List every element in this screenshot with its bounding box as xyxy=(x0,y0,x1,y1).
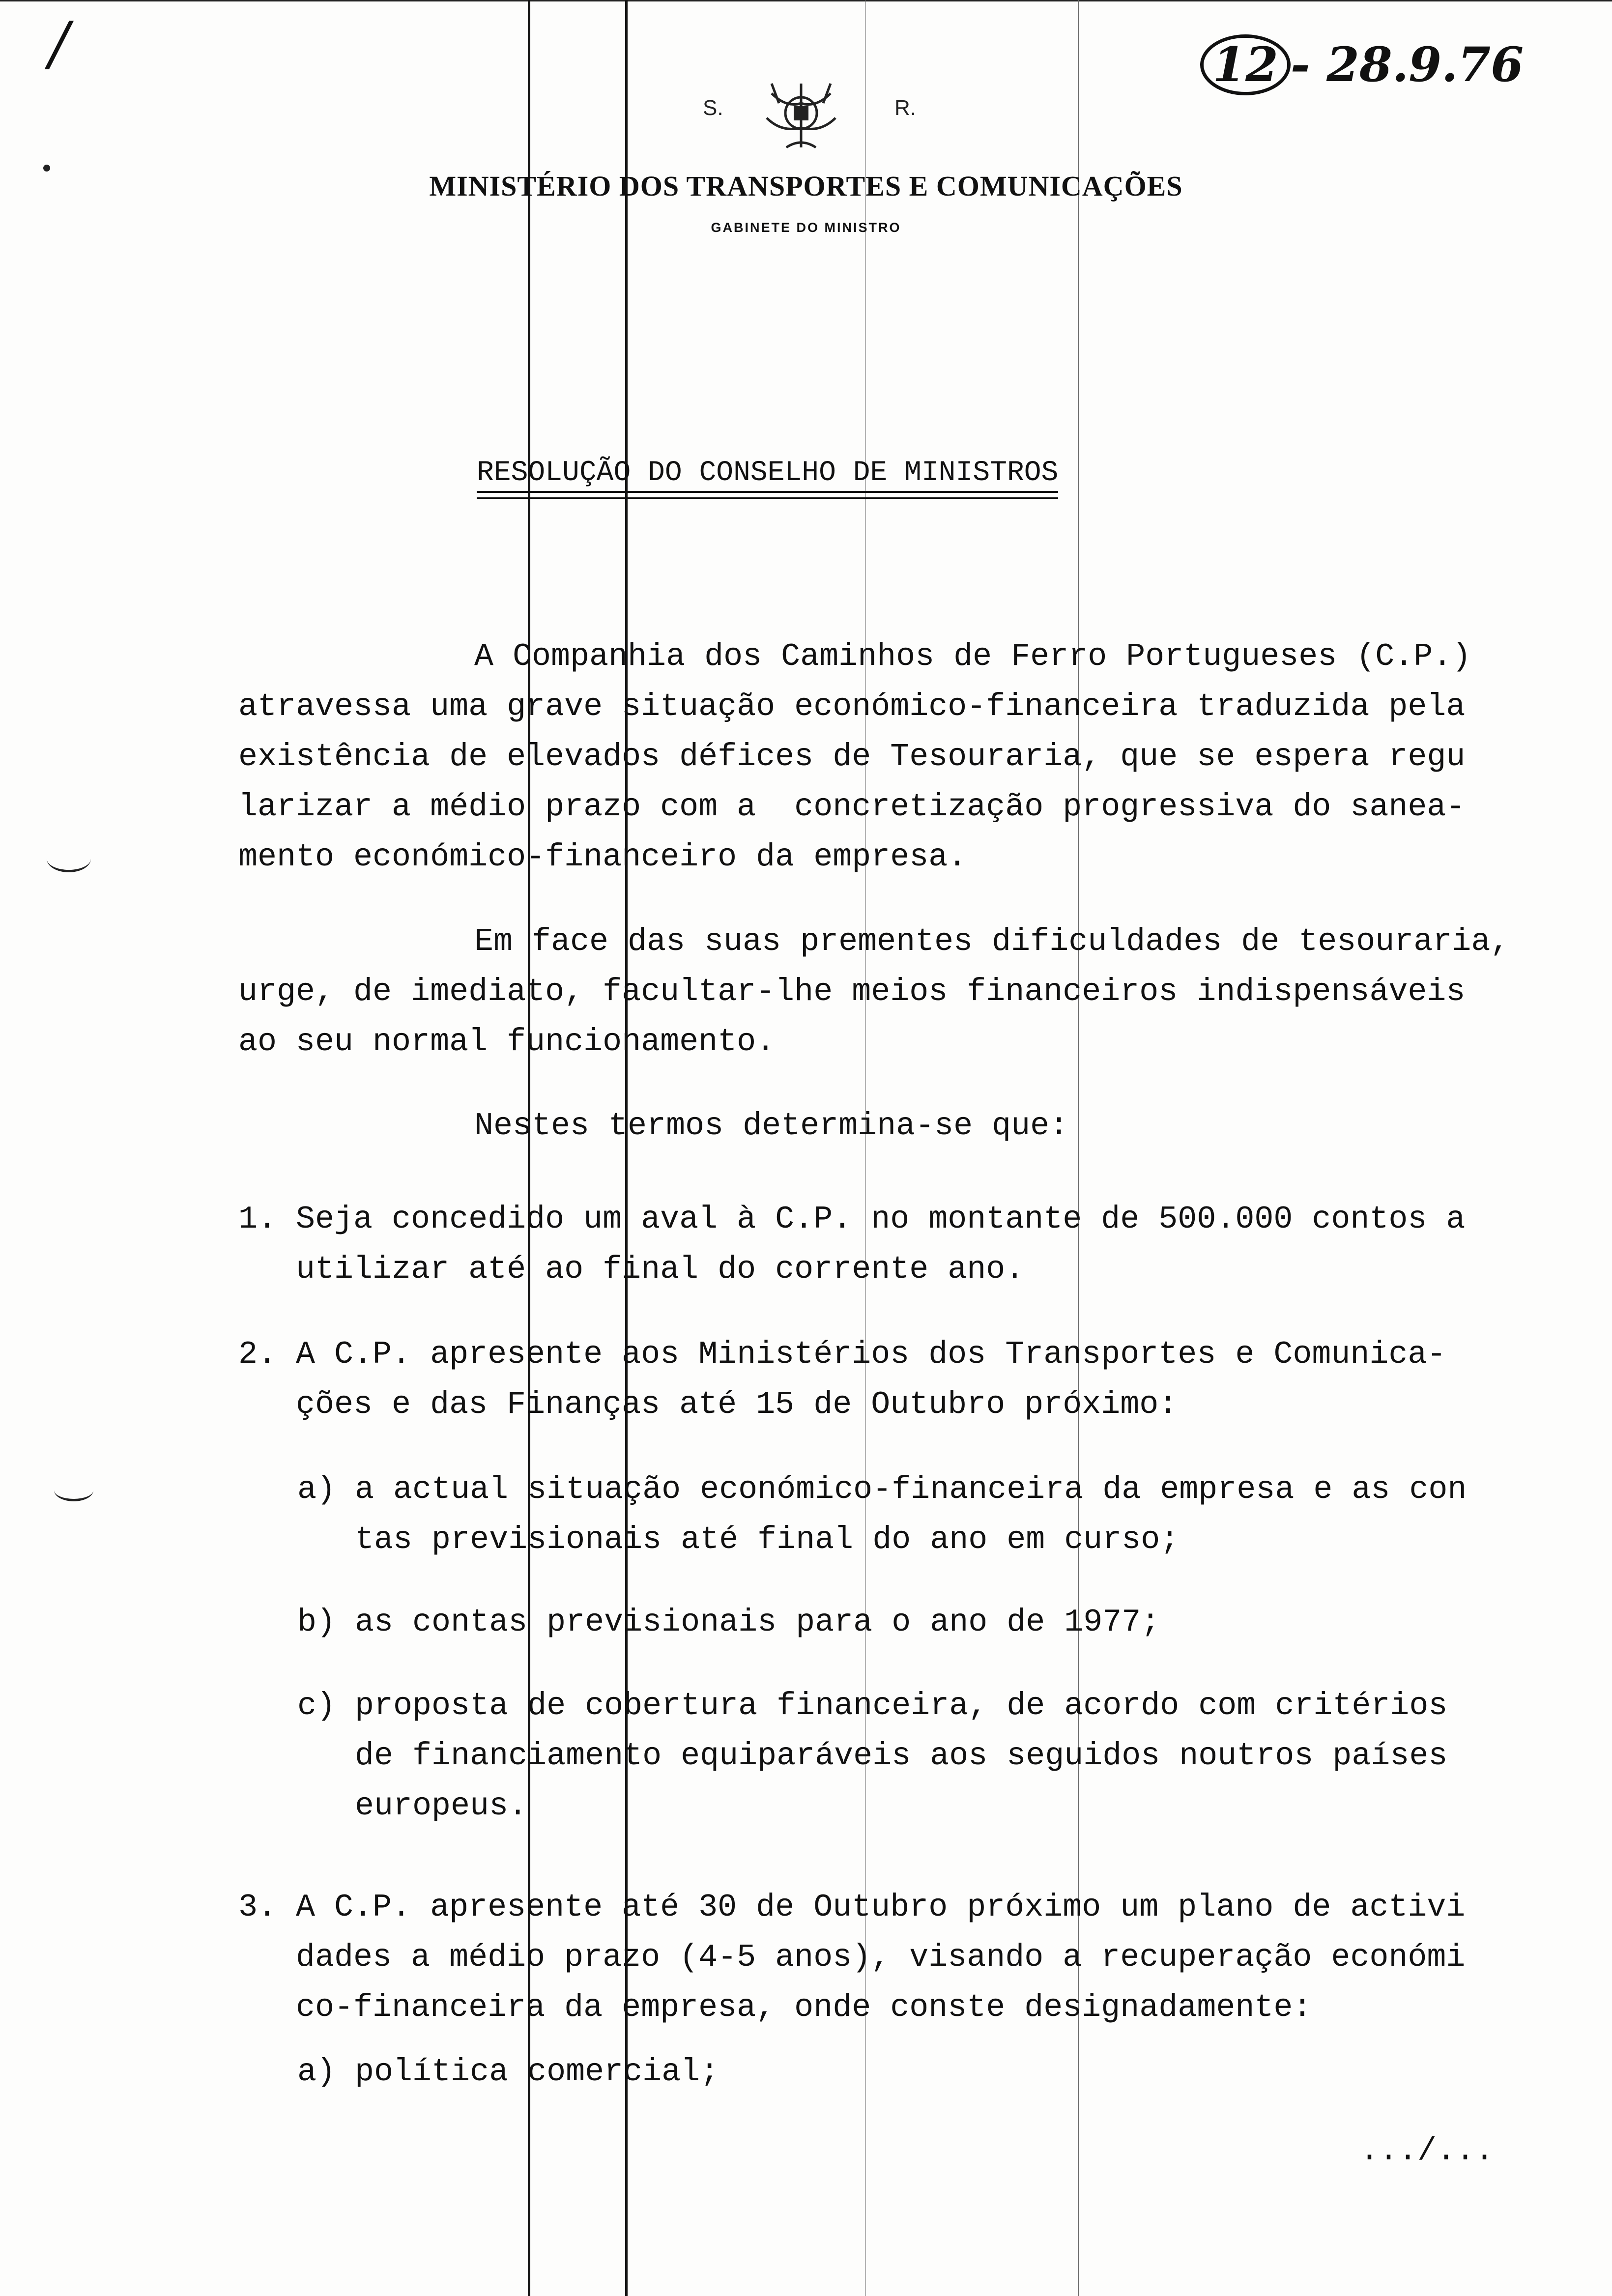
item3-line-1: 3. A C.P. apresente até 30 de Outubro próximo um plano de activi xyxy=(238,1889,1466,1925)
para1-line-2: atravessa uma grave situação económico-financeira traduzida pela xyxy=(238,689,1466,725)
item1-line-1: 1. Seja concedido um aval à C.P. no montante de 500.000 contos a xyxy=(238,1201,1466,1237)
para2-line-1: Em face das suas prementes dificuldades de tesouraria, xyxy=(474,923,1510,960)
continuation-marker: .../... xyxy=(1359,2133,1494,2169)
margin-arc-upper xyxy=(47,845,91,872)
item3-line-2: dades a médio prazo (4-5 anos), visando a recuperação económi xyxy=(238,1939,1466,1976)
item3-line-3: co-financeira da empresa, onde conste designadamente: xyxy=(238,1989,1312,2026)
item2c-line-1: c) proposta de cobertura financeira, de acordo com critérios xyxy=(297,1688,1448,1724)
stamp-number: 12 xyxy=(1200,34,1291,95)
stamp-date: - 28.9.76 xyxy=(1290,37,1524,92)
item2-line-1: 2. A C.P. apresente aos Ministérios dos Transportes e Comunica- xyxy=(238,1336,1446,1373)
para2-line-3: ao seu normal funcionamento. xyxy=(238,1024,776,1060)
item2a-line-2: tas previsionais até final do ano em curso; xyxy=(297,1521,1180,1558)
coat-of-arms-icon xyxy=(752,74,850,157)
handwritten-mark: / xyxy=(49,10,69,78)
para2-line-2: urge, de imediato, facultar-lhe meios financeiros indispensáveis xyxy=(238,974,1466,1010)
para1-line-1: A Companhia dos Caminhos de Ferro Portugueses (C.P.) xyxy=(474,638,1471,675)
seal-label-right: R. xyxy=(894,96,916,120)
reference-stamp xyxy=(1200,34,1524,95)
margin-arc-lower xyxy=(54,1479,93,1501)
cabinet-name: GABINETE DO MINISTRO xyxy=(711,220,901,235)
para1-line-3: existência de elevados défices de Tesouraria, que se espera regu xyxy=(238,739,1466,775)
item2c-line-2: de financiamento equiparáveis aos seguidos noutros países xyxy=(297,1738,1448,1774)
para1-line-5: mento económico-financeiro da empresa. xyxy=(238,839,967,875)
item3a-line: a) política comercial; xyxy=(297,2054,720,2090)
item2a-line-1: a) a actual situação económico-financeira da empresa e as con xyxy=(297,1471,1467,1508)
item2c-line-3: europeus. xyxy=(297,1788,528,1824)
seal-label-left: S. xyxy=(703,96,723,120)
para3-line: Nestes termos determina-se que: xyxy=(474,1108,1069,1144)
document-title: RESOLUÇÃO DO CONSELHO DE MINISTROS xyxy=(477,457,1058,493)
ministry-name: MINISTÉRIO DOS TRANSPORTES E COMUNICAÇÕES xyxy=(429,170,1183,202)
item1-line-2: utilizar até ao final do corrente ano. xyxy=(238,1251,1025,1288)
item2-line-2: ções e das Finanças até 15 de Outubro próximo: xyxy=(238,1386,1178,1423)
top-border-line xyxy=(0,0,1612,1)
para1-line-4: larizar a médio prazo com a concretização progressiva do sanea- xyxy=(238,789,1466,825)
item2b-line: b) as contas previsionais para o ano de 1977; xyxy=(297,1604,1160,1640)
